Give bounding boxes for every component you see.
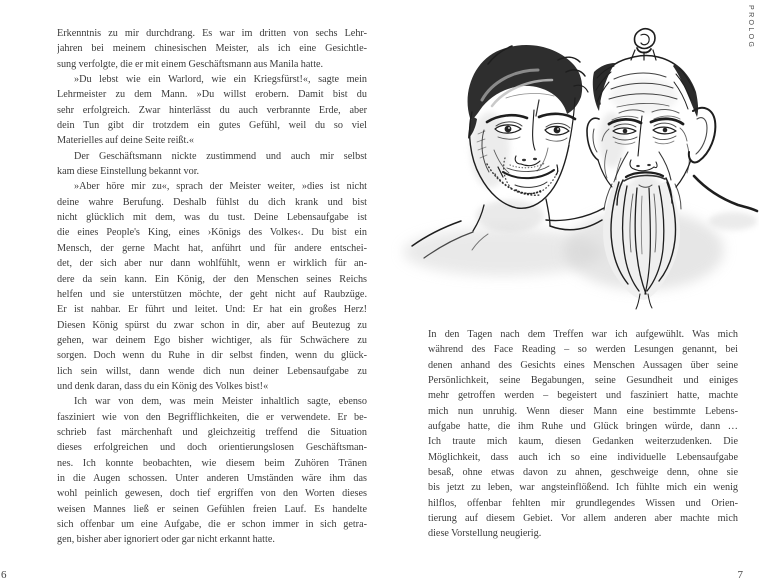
text-line: Lehrmeister zu dem Mann. »Du willst erobern. Damit bist du <box>57 89 367 101</box>
text-line: helfen und sie unterstützen möchte, der geht nicht auf Raubzüge. <box>57 288 367 300</box>
text-line: sorgen. Doch wenn du Ruhe in dir selbst finden, wenn du glück- <box>57 350 367 362</box>
text-line: dere da sein kann. Ein König, der den Menschen seines Reichs <box>57 273 367 285</box>
text-line: diese Vorstellung neugierig. <box>428 528 542 540</box>
text-line: kam diese Einstellung bekannt vor. <box>57 166 200 178</box>
text-line: »Aber höre mir zu«, sprach der Meister weiter, »dies ist nicht <box>74 181 367 193</box>
text-line: fasziniert wie von den Begrifflichkeiten, die er verwendete. Er be- <box>57 411 367 423</box>
text-line: lich sein willst, dann wende dich nun deiner Lebensaufgabe zu <box>57 365 367 377</box>
text-line: det, der sich aber nur dann wohlfühlt, wenn er wirklich für an- <box>57 258 367 270</box>
text-line: aufgabe hatte, die ihm Ruhe und Glück bringen würde, dann … <box>428 421 738 433</box>
text-line: Persönlichkeit, seine Begabungen, seine Gesundheit und einiges <box>428 375 738 387</box>
face-reading-illustration <box>388 8 759 320</box>
chapter-label: PROLOG <box>747 5 754 50</box>
text-line: In den Tagen nach dem Treffen war ich aufgewühlt. Was mich <box>428 329 738 340</box>
text-line: hilflos, offenbar fehlten mir grundlegendes Wissen und Orien- <box>428 497 738 509</box>
text-line: dieses erfolgreichen und doch orientierungslosen Geschäftsman- <box>57 442 367 454</box>
text-line: sung verfolgte, die er mit einem Geschäftsmann aus Manila hatte. <box>57 58 324 70</box>
text-line: nes. Ich konnte beobachten, wie diesem beim Zuhören Tränen <box>57 457 367 469</box>
page-number-right: 7 <box>737 569 743 581</box>
text-line: dein Tun gibt dir trotzdem ein gutes Gefühl, weil du so viel <box>57 120 367 132</box>
text-line: gehen, war deinem Ego bisher wichtiger, als für Schwächere zu <box>57 334 367 346</box>
text-line: Ich war von dem, was mein Meister inhaltlich sagte, ebenso <box>74 396 367 408</box>
text-line: Ich traute mich kaum, diesen Gedanken weiterzudenken. Die <box>428 436 738 448</box>
text-line: mich nun unruhig. Wenn dieser Mann eine bestimmte Lebens- <box>428 405 738 417</box>
text-line: Materielles auf deine Seite reißt.« <box>57 135 194 147</box>
text-line: mehr getroffen werden – begeistert und fasziniert hatte, machte <box>428 390 738 402</box>
text-line: sich offenbar um eine Aufgabe, die er schon immer in sich getra- <box>57 519 367 530</box>
text-line: weisen Mannes ließ er seinen Gefühlen freien Lauf. Es handelte <box>57 503 367 515</box>
text-line: Erkenntnis zu mir durchdrang. Es war im dritten von sechs Lehr- <box>57 28 367 39</box>
paragraph <box>57 149 367 180</box>
page-number-left: 6 <box>1 569 7 581</box>
text-line: »Du lebst wie ein Warlord, wie ein Kriegsfürst!«, sagte mein <box>74 74 367 86</box>
text-line: Diesen König spürst du zwar schon in dir, aber auf Beutezug zu <box>57 319 367 331</box>
text-line: Der Geschäftsmann nickte zustimmend und auch mir selbst <box>74 150 367 162</box>
text-line: sehr erfolgreich. Zwar hinterlässt du auch verbrannte Erde, aber <box>57 104 367 116</box>
text-line: während des Face Reading – so werden Lesungen genannt, bei <box>428 344 738 356</box>
text-line: deine wahre Berufung. Deshalb fühlst du dich krank und bist <box>57 196 367 208</box>
text-line: nicht glücklich mit dem, was du tust. Deine Lebensaufgabe ist <box>57 212 367 224</box>
text-line: Mensch, der gerne Macht hat, anführt und für andere entschei- <box>57 242 367 254</box>
paragraph <box>428 327 738 542</box>
text-line: in die Augen schossen. Unter anderen Umständen wäre ihm das <box>57 472 367 484</box>
text-line: Möglichkeit, dass auch ich so eine individuelle Lebensaufgabe <box>428 451 738 463</box>
text-line: tierung auf diesem Gebiet. Vor allem anderen aber machte mich <box>428 513 738 525</box>
text-line: schrieb fast märchenhaft und gleichzeitig treffend die Situation <box>57 426 367 438</box>
right-page-text <box>428 327 738 542</box>
paragraph <box>57 179 367 394</box>
text-line: Er ist nahbar. Er führt und leitet. Und: Er hat ein großes Herz! <box>57 304 367 316</box>
text-line: besaß, ohne etwas davon zu ahnen, geschweige denn, ohne sie <box>428 467 738 479</box>
text-line: denen anhand des Gesichts eines Menschen Aussagen über seine <box>428 359 738 371</box>
paragraph <box>57 394 367 547</box>
text-line: jahren bei meinem chinesischen Meister, als ich eine Gesichtle- <box>57 43 367 55</box>
paragraph <box>57 26 367 72</box>
left-page-text <box>57 26 367 548</box>
text-line: wohl peinlich gewesen, doch tief ergriffen von den Worten dieses <box>57 488 367 500</box>
paragraph <box>57 72 367 149</box>
text-line: gen, bisher aber ignoriert oder gar nicht erkannt hatte. <box>57 534 275 546</box>
text-line: und denk daran, dass du ein König des Volkes bist!« <box>57 380 269 392</box>
text-line: die eines People's King, eines ›Königs des Volkes‹. Du bist ein <box>57 227 367 239</box>
text-line: bis jetzt zu leben, war angsteinflößend. Ich fühlte mich ein wenig <box>428 482 738 494</box>
